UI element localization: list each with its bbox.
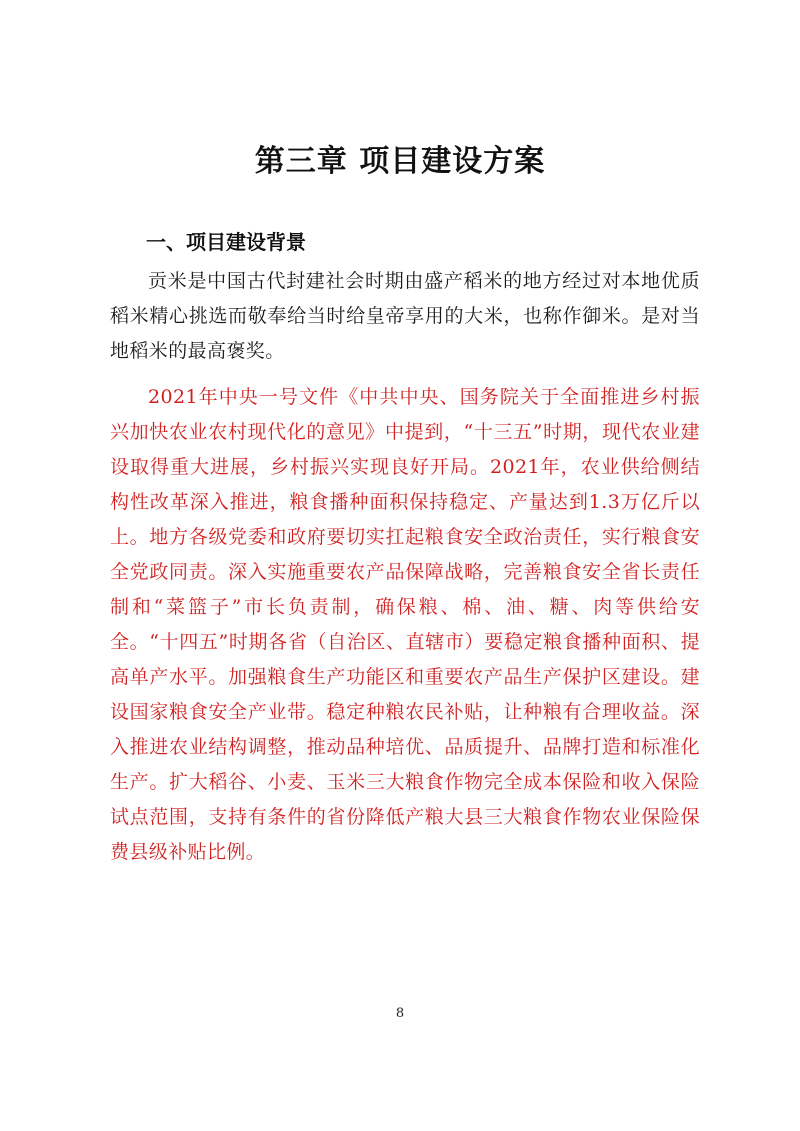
page-number: 8 <box>395 1006 405 1021</box>
chapter-title: 第三章 项目建设方案 <box>254 144 546 179</box>
paragraph-tribute-rice: 贡米是中国古代封建社会时期由盛产稻米的地方经过对本地优质稻米精心挑选而敬奉给当时给皇帝享用的大米，也称作御米。是对当地稻米的最高褒奖。 <box>110 270 700 362</box>
section-heading: 一、项目建设背景 <box>146 230 306 254</box>
paragraph-policy-highlighted: 2021年中央一号文件《中共中央、国务院关于全面推进乡村振兴加快农业农村现代化的意见》中提到，“十三五”时期，现代农业建设取得重大进展，乡村振兴实现良好开局。2021年，农业供给侧结构性改革深入推进，粮食播种面积保持稳定、产量达到1.3万亿斤以上。地方各级党委和政府要切实扛起粮食安全政治责任，实行粮食安全党政同责。深入实施重要农产品保障战略，完善粮食安全省长责任制和“菜篮子”市长负责制，确保粮、棉、油、糖、肉等供给安全。“十四五”时期各省（自治区、直辖市）要稳定粮食播种面积、提高单产水平。加强粮食生产功能区和重要农产品生产保护区建设。建设国家粮食安全产业带。稳定种粮农民补贴，让种粮有合理收益。深入推进农业结构调整，推动品种培优、品质提升、品牌打造和标准化生产。扩大稻谷、小麦、玉米三大粮食作物完全成本保险和收入保险试点范围，支持有条件的省份降低产粮大县三大粮食作物农业保险保费县级补贴比例。 <box>110 386 700 863</box>
